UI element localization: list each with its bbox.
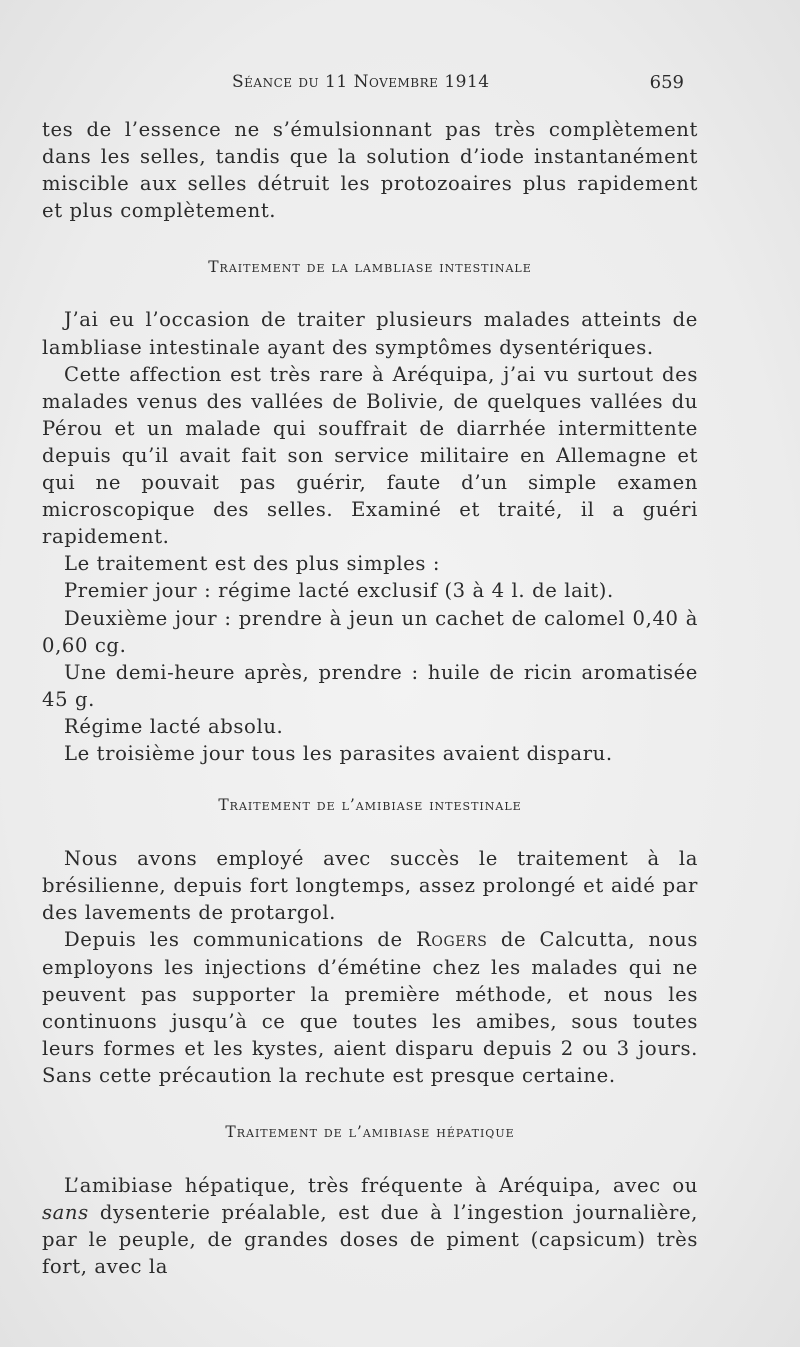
- paragraph: Le troisième jour tous les parasites avaient disparu.: [64, 741, 613, 765]
- paragraph: Une demi-heure après, prendre : huile de ricin aromatisée 45 g.: [42, 660, 698, 711]
- running-head-title: Séance du 11 Novembre 1914: [232, 72, 490, 92]
- paragraph: Régime lacté absolu.: [64, 714, 284, 738]
- paragraph: [42, 1172, 698, 1280]
- paragraph: Cette affection est très rare à Aréquipa, j’ai vu surtout des malades venus des vallées de Bolivie, de quelques vallées du Pérou et un malade qui souffrait de diarrhée intermittente depuis qu’il avait fait son service militaire en Allemagne et qui ne pouvait pas guérir, faute d’un simple examen microscopique des selles. Examiné et traité, il a guéri rapidement.: [42, 362, 698, 549]
- paragraph: Premier jour : régime lacté exclusif (3 à 4 l. de lait).: [64, 579, 614, 603]
- section-heading-lambliase: Traitement de la lambliase intestinale: [208, 258, 532, 277]
- running-head: [0, 72, 800, 102]
- section-heading-amibiase-intestinale: Traitement de l’amibiase intestinale: [218, 796, 522, 815]
- paragraph: [42, 926, 698, 1089]
- emphasis: sans: [42, 1201, 89, 1225]
- paragraph-continued: tes de l’essence ne s’émulsionnant pas très complètement dans les selles, tandis que la solution d’iode instantanément miscible aux selles détruit les protozoaires plus rapidement et plus complètement.: [42, 118, 698, 223]
- paragraph: J’ai eu l’occasion de traiter plusieurs malades atteints de lambliase intestinale ayant des symptômes dysentériques.: [42, 308, 698, 359]
- paragraph: Le traitement est des plus simples :: [64, 552, 441, 576]
- page-number: 659: [649, 72, 684, 93]
- paragraph-text: de Calcutta, nous employons les injections d’émétine chez les malades qui ne peuvent pas supporter la première méthode, et nous les continuons jusqu’à ce que toutes les amibes, sous toutes leurs formes et les kystes, aient disparu depuis 2 ou 3 jours. Sans cette précaution la rechute est presque certaine.: [42, 928, 699, 1087]
- section-heading-amibiase-hepatique: Traitement de l’amibiase hépatique: [225, 1123, 515, 1141]
- paragraph-text: dysenterie préalable, est due à l’ingestion journalière, par le peuple, de grandes doses de piment (capsicum) très fort, avec la: [42, 1201, 698, 1279]
- body-text: [42, 116, 698, 1280]
- paragraph: Deuxième jour : prendre à jeun un cachet de calomel 0,40 à 0,60 cg.: [42, 606, 698, 657]
- paragraph: Nous avons employé avec succès le traitement à la brésilienne, depuis fort longtemps, assez prolongé et aidé par des lavements de protargol.: [42, 847, 698, 925]
- paragraph-text: L’amibiase hépatique, très fréquente à Aréquipa, avec ou: [64, 1174, 698, 1198]
- paragraph-text: Depuis les communications de: [64, 928, 417, 952]
- author-name: Rogers: [416, 928, 488, 952]
